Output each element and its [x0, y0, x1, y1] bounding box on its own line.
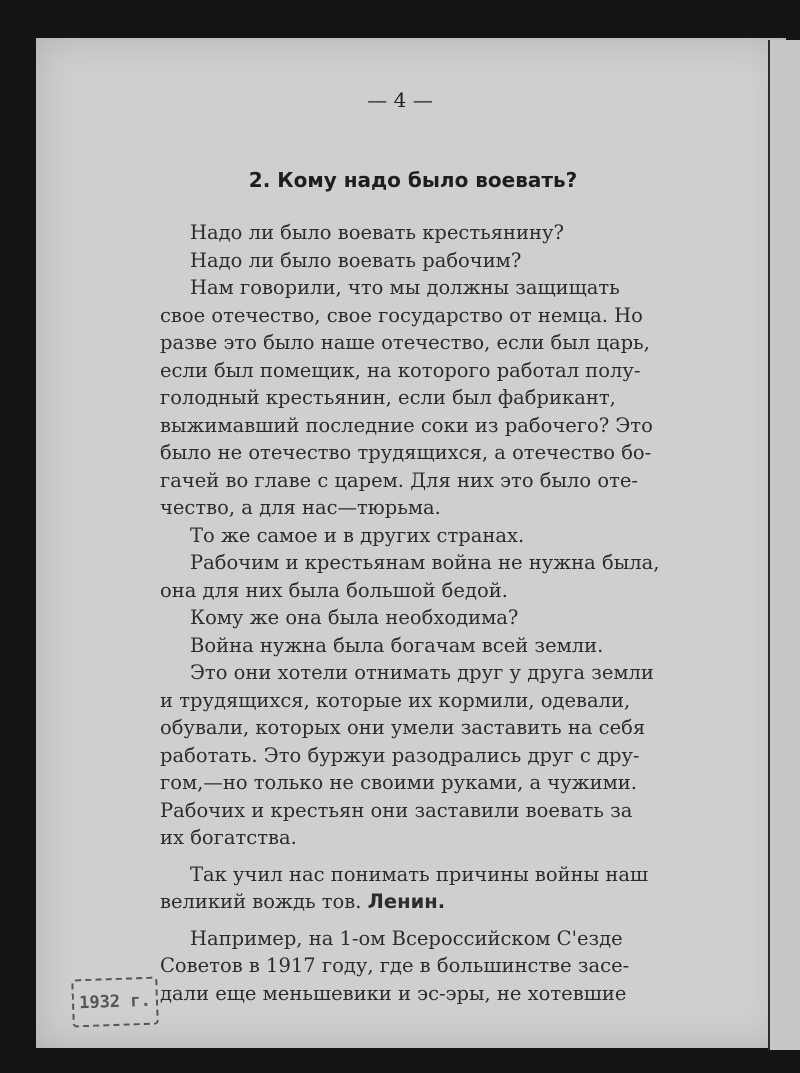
text-line: Рабочих и крестьян они заставили воевать за [160, 798, 633, 822]
text-line [160, 888, 696, 916]
text-line: было не отечество трудящихся, а отечество бо- [160, 441, 652, 464]
text-line: чество, а для нас—тюрьма. [160, 496, 441, 519]
bold-name: Ленин. [367, 890, 446, 913]
text-line: Надо ли было воевать крестьянину? [190, 221, 564, 244]
text-line: Рабочим и крестьянам война не нужна была, [190, 551, 660, 574]
text-line: Так учил нас понимать причины войны наш [190, 862, 649, 886]
text-line: голодный крестьянин, если был фабрикант, [160, 386, 616, 409]
text-line: и трудящихся, которые их кормили, одевали, [160, 688, 631, 712]
text-line: их богатства. [160, 826, 297, 849]
body-text [160, 219, 696, 1007]
section-heading: 2. Кому надо было воевать? [248, 168, 578, 192]
text-line: Надо ли было воевать рабочим? [190, 248, 522, 272]
text-line: если был помещик, на которого работал полу- [160, 358, 641, 382]
page-number: — 4 — [367, 88, 433, 112]
text-line: выжимавший последние соки из рабочего? Это [160, 413, 653, 437]
text-line: Это они хотели отнимать друг у друга земли [190, 661, 654, 684]
text-fragment: великий вождь тов. [160, 890, 368, 913]
library-stamp: 1932 г. [71, 977, 159, 1028]
text-line: Советов в 1917 году, где в большинстве засе- [160, 954, 630, 977]
text-line: Кому же она была необходима? [190, 606, 519, 629]
text-line: дали еще меньшевики и эс-эры, не хотевшие [160, 981, 627, 1005]
text-line: она для них была большой бедой. [160, 578, 508, 602]
text-line: разве это было наше отечество, если был царь, [160, 331, 650, 354]
text-line: То же самое и в других странах. [190, 523, 525, 547]
text-line: работать. Это буржуи разодрались друг с дру- [160, 743, 640, 767]
text-line: Например, на 1-ом Всероссийском С'езде [190, 926, 623, 950]
text-line: свое отечество, свое государство от немца. Но [160, 303, 643, 327]
text-line: гачей во главе с царем. Для них это было оте- [160, 468, 639, 492]
text-line: Нам говорили, что мы должны защищать [190, 276, 620, 299]
text-line: обували, которых они умели заставить на себя [160, 716, 646, 739]
text-line: гом,—но только не своими руками, а чужими. [160, 771, 637, 794]
text-line: Война нужна была богачам всей земли. [190, 633, 604, 657]
